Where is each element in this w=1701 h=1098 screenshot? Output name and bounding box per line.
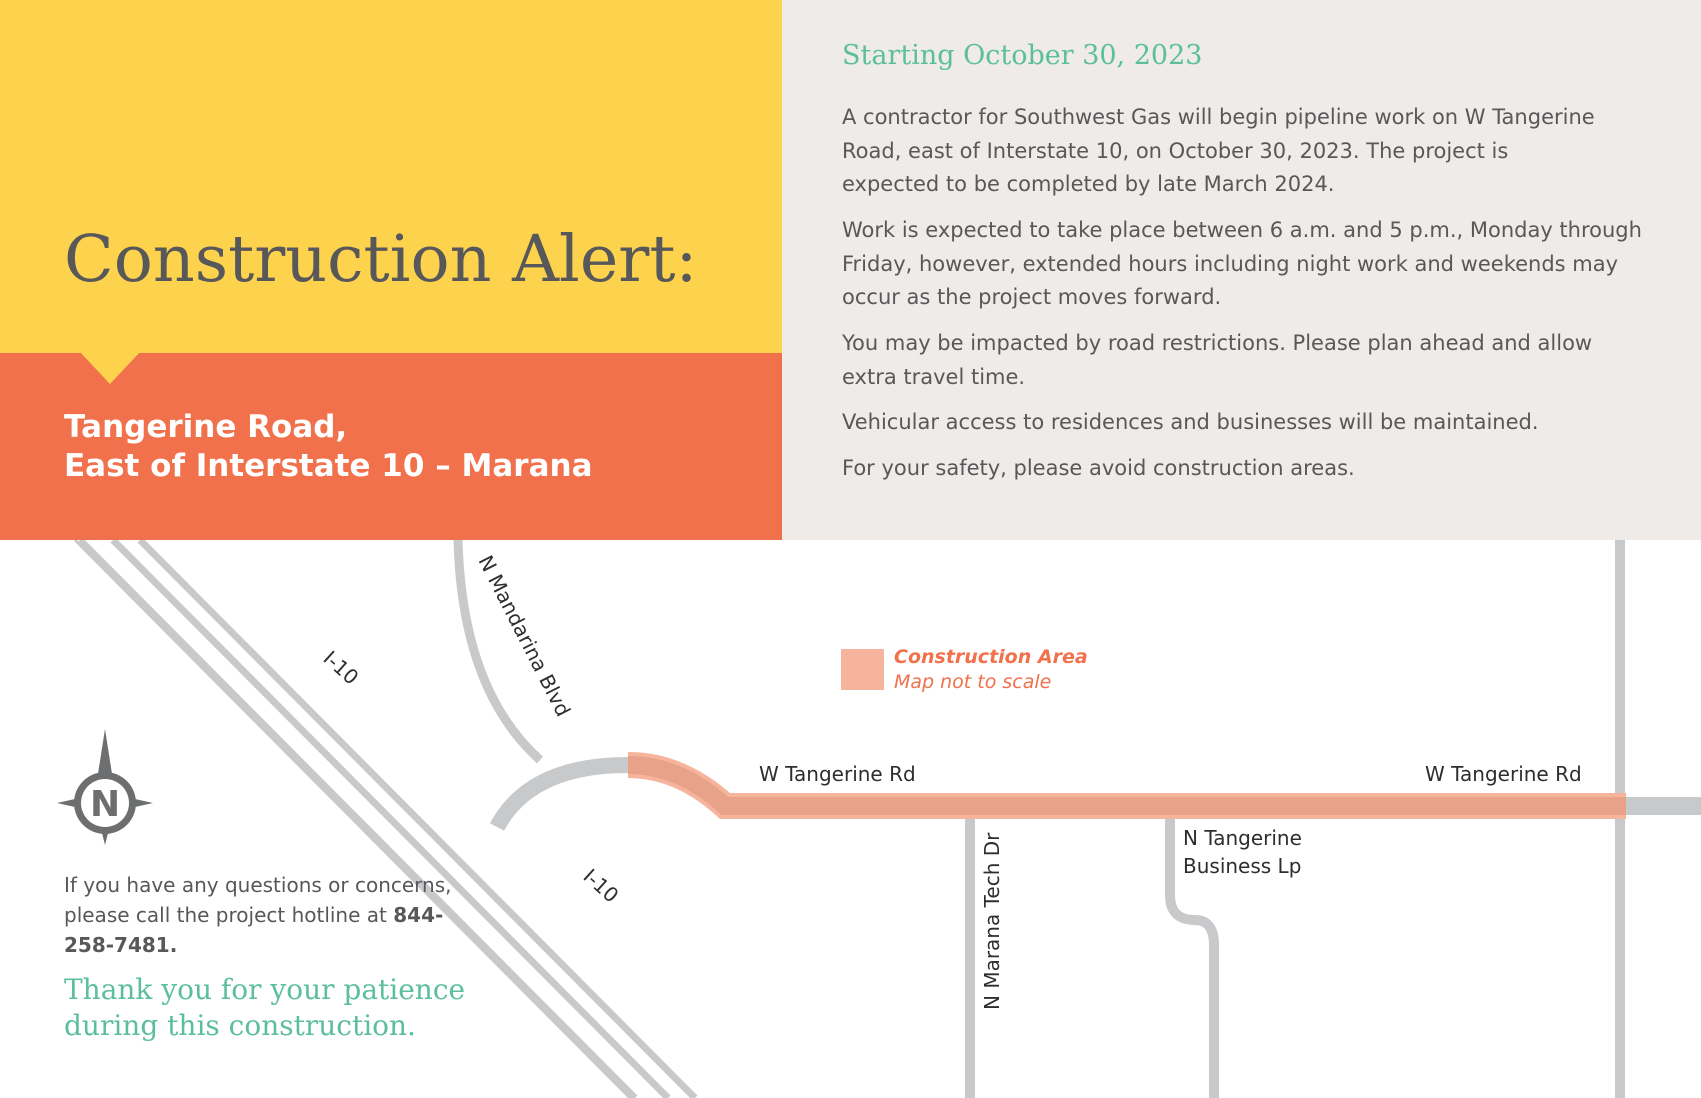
header-panel: [0, 0, 782, 353]
location-subtitle: [64, 408, 592, 486]
label-i10-upper: I-10: [318, 645, 364, 690]
page-title: Construction Alert:: [64, 222, 698, 297]
legend-note: Map not to scale: [894, 671, 1052, 693]
contact-text: If you have any questions or concerns, please call the project hotline at: [64, 873, 452, 927]
paragraph-restrictions: You may be impacted by road restrictions. Please plan ahead and allow extra travel time.: [842, 331, 1593, 389]
label-tangerine-west: W Tangerine Rd: [759, 762, 916, 786]
label-mandarina-blvd: N Mandarina Blvd: [473, 551, 576, 721]
label-marana-tech: N Marana Tech Dr: [980, 832, 1004, 1010]
closing-line-2: during this construction.: [64, 1009, 416, 1042]
subtitle-line-1: Tangerine Road,: [64, 409, 348, 445]
contact-info: [64, 870, 484, 960]
label-business-lp-1: N Tangerine: [1183, 826, 1302, 850]
subtitle-line-2: East of Interstate 10 – Marana: [64, 448, 593, 484]
closing-line-1: Thank you for your patience: [64, 973, 466, 1006]
paragraph-work-hours: Work is expected to take place between 6 a.m. and 5 p.m., Monday through Friday, however, extended hours including night work and weekends may occur as the project moves forward.: [842, 218, 1642, 309]
compass-icon: [57, 729, 153, 845]
label-tangerine-east: W Tangerine Rd: [1425, 762, 1582, 786]
legend-title: Construction Area: [894, 646, 1088, 668]
closing-message: [64, 972, 465, 1044]
paragraph-access: Vehicular access to residences and businesses will be maintained.: [842, 410, 1539, 434]
hotline-number: 844-258-7481.: [64, 903, 444, 957]
paragraph-contractor: A contractor for Southwest Gas will begin pipeline work on W Tangerine Road, east of Interstate 10, on October 30, 2023. The project is expected to be completed by late March 2024.: [842, 105, 1595, 196]
label-business-lp-2: Business Lp: [1183, 854, 1302, 878]
compass-letter: N: [89, 784, 121, 825]
legend-swatch: [841, 649, 884, 690]
interchange-ramp: [497, 765, 628, 827]
paragraph-safety: For your safety, please avoid construction areas.: [842, 456, 1355, 480]
label-i10-lower: I-10: [578, 863, 624, 908]
start-date-heading: Starting October 30, 2023: [842, 40, 1203, 71]
banner-pointer: [80, 352, 140, 384]
